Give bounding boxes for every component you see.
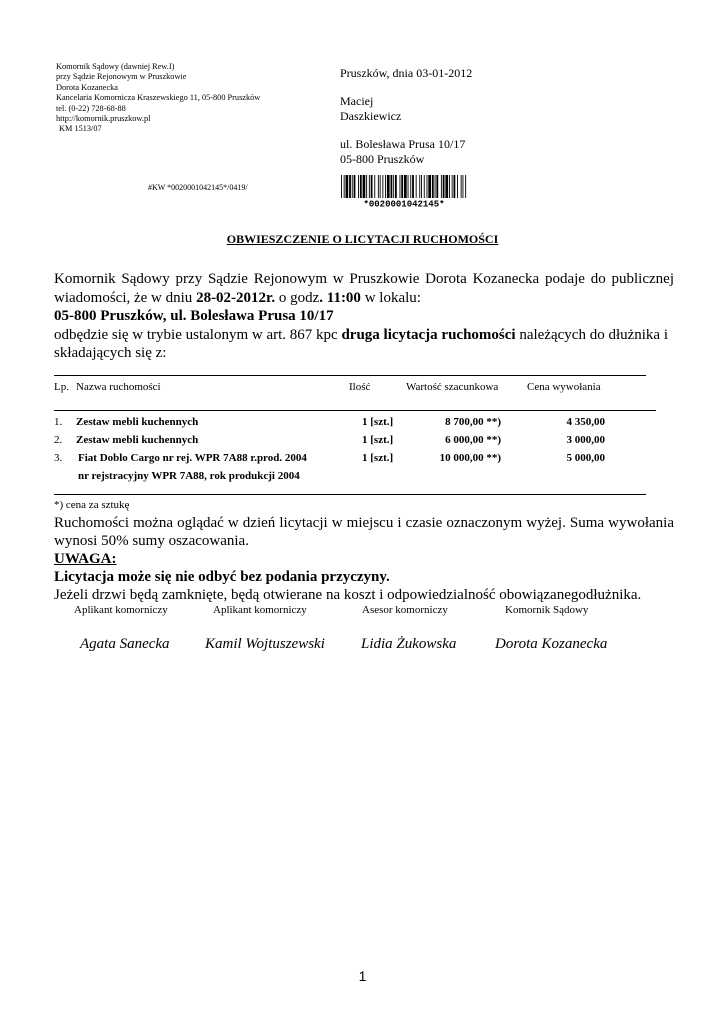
sender-block — [56, 62, 260, 135]
row-price: 3 000,00 — [566, 434, 605, 446]
row-value: 8 700,00 **) — [445, 416, 501, 428]
signature-role: Aplikant komorniczy — [74, 604, 168, 616]
signature-name: Kamil Wojtuszewski — [205, 636, 325, 652]
recipient-first-name: Maciej — [340, 94, 374, 108]
table-header-rule — [54, 410, 656, 411]
footnote: *) cena za sztukę — [54, 499, 130, 511]
sender-line: Komornik Sądowy (dawniej Rew.I) — [56, 62, 175, 71]
signature-name: Dorota Kozanecka — [495, 636, 608, 652]
inspection-line: Ruchomości można oglądać w dzień licytacji w miejscu i czasie oznaczonym wyżej. Suma wywołania — [54, 515, 674, 531]
row-value: 6 000,00 **) — [445, 434, 501, 446]
inspection-paragraph — [54, 514, 674, 604]
table-bottom-rule — [54, 494, 646, 495]
col-header-qty: Ilość — [349, 381, 371, 393]
table-top-rule — [54, 375, 646, 376]
document-title: OBWIESZCZENIE O LICYTACJI RUCHOMOŚCI — [226, 232, 499, 246]
row-name: Zestaw mebli kuchennych — [76, 434, 199, 446]
sender-line: Kancelaria Komornicza Kraszewskiego 11, 05-800 Pruszków — [56, 93, 261, 103]
barcode — [340, 175, 468, 207]
sender-line: Dorota Kozanecka — [56, 82, 118, 92]
row-value: 10 000,00 **) — [439, 452, 501, 464]
row-name: Fiat Doblo Cargo nr rej. WPR 7A88 r.prod. 2004 — [78, 452, 307, 464]
sender-line: KM 1513/07 — [59, 124, 102, 134]
col-header-price: Cena wywołania — [527, 381, 601, 393]
recipient-street: ul. Bolesława Prusa 10/17 — [340, 137, 466, 151]
row-qty: 1 [szt.] — [362, 434, 394, 446]
note-bold: Licytacja może się nie odbyć bez podania przyczyny. — [54, 569, 390, 585]
page-number: 1 — [358, 968, 367, 984]
signature-name: Lidia Żukowska — [361, 636, 457, 652]
row-lp: 3. — [54, 452, 63, 464]
auction-date: 28-02-2012r. — [196, 289, 276, 306]
row-price: 5 000,00 — [566, 452, 605, 464]
signature-role: Komornik Sądowy — [505, 604, 589, 616]
note-doors: Jeżeli drzwi będą zamknięte, będą otwierane na koszt i odpowiedzialność obowiązanegodłużnika. — [54, 587, 642, 603]
sender-line: przy Sądzie Rejonowym w Pruszkowie — [56, 72, 187, 82]
auction-type: druga licytacja ruchomości — [341, 326, 516, 343]
row-name-continued: nr rejstracyjny WPR 7A88, rok produkcji 2004 — [78, 470, 300, 482]
row-lp: 1. — [54, 416, 63, 428]
intro-paragraph — [54, 270, 674, 363]
barcode-text: *0020001042145* — [363, 199, 445, 207]
signature-role: Asesor komorniczy — [362, 604, 448, 616]
sender-line: http://komornik.pruszkow.pl — [56, 114, 151, 124]
auction-address: 05-800 Pruszków, ul. Bolesława Prusa 10/17 — [54, 308, 334, 324]
row-qty: 1 [szt.] — [362, 416, 394, 428]
signature-name: Agata Sanecka — [80, 636, 170, 652]
sender-line: tel. (0-22) 728-68-88 — [56, 103, 126, 113]
intro-line: składających się z: — [54, 345, 167, 361]
recipient-block — [340, 66, 472, 167]
col-header-value: Wartość szacunkowa — [406, 381, 499, 393]
auction-time: . 11:00 — [319, 289, 361, 306]
intro-line: Komornik Sądowy przy Sądzie Rejonowym w Pruszkowie Dorota Kozanecka podaje do publicznej — [54, 271, 674, 287]
row-price: 4 350,00 — [566, 416, 605, 428]
intro-line: wiadomości, że w dniu 28-02-2012r. o godz. 11:00 w lokalu: — [54, 289, 421, 306]
intro-line: odbędzie się w trybie ustalonym w art. 867 kpc druga licytacja ruchomości należących do dłużnika i — [54, 326, 669, 343]
note-label: UWAGA: — [54, 551, 117, 567]
row-qty: 1 [szt.] — [362, 452, 394, 464]
kw-reference: #KW *0020001042145*/0419/ — [148, 183, 248, 192]
row-lp: 2. — [54, 434, 63, 446]
inspection-line: wynosi 50% sumy oszacowania. — [54, 533, 249, 549]
col-header-name: Nazwa ruchomości — [76, 381, 161, 393]
col-header-lp: Lp. — [54, 381, 69, 393]
recipient-last-name: Daszkiewicz — [340, 109, 402, 123]
recipient-city: 05-800 Pruszków — [340, 152, 425, 166]
place-date: Pruszków, dnia 03-01-2012 — [340, 66, 473, 80]
row-name: Zestaw mebli kuchennych — [76, 416, 199, 428]
signature-role: Aplikant komorniczy — [213, 604, 307, 616]
